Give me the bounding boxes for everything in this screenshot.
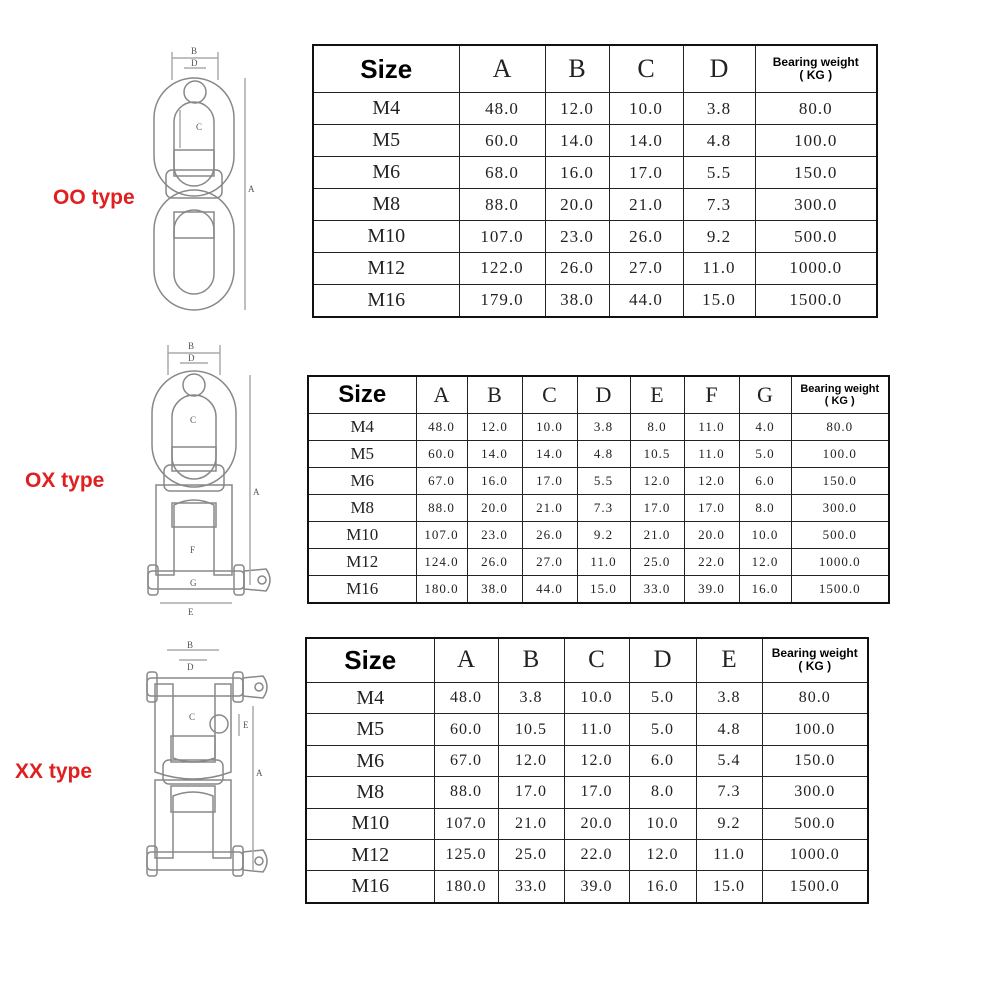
table-row [306, 714, 868, 745]
table-row [308, 575, 889, 603]
oo-swivel-diagram [140, 40, 260, 320]
table-row [306, 871, 868, 903]
table-row [313, 157, 877, 189]
dim-label-c: C [196, 122, 203, 132]
value-cell: 300.0 [791, 495, 889, 522]
value-cell: 88.0 [459, 189, 545, 221]
value-cell: 12.0 [739, 548, 791, 575]
value-cell: 44.0 [522, 575, 577, 603]
header-size: Size [313, 45, 459, 93]
bearing-weight-unit: ( KG ) [799, 68, 833, 83]
dim-label-d: D [188, 353, 195, 363]
value-cell: 25.0 [630, 548, 684, 575]
value-cell: 107.0 [434, 808, 498, 839]
size-cell: M5 [308, 441, 416, 468]
value-cell: 21.0 [522, 495, 577, 522]
table-row [313, 284, 877, 317]
value-cell: 12.0 [467, 414, 522, 441]
value-cell: 16.0 [739, 575, 791, 603]
value-cell: 10.5 [630, 441, 684, 468]
value-cell: 4.8 [577, 441, 630, 468]
dim-label-c: C [190, 415, 197, 425]
header-bearing-weight [762, 638, 868, 682]
value-cell: 100.0 [755, 125, 877, 157]
value-cell: 180.0 [434, 871, 498, 903]
value-cell: 38.0 [467, 575, 522, 603]
value-cell: 11.0 [683, 252, 755, 284]
dim-label-a: A [256, 768, 263, 778]
value-cell: 17.0 [564, 777, 629, 808]
spec-table-oo [312, 44, 878, 318]
size-cell: M8 [313, 189, 459, 221]
dim-label-d: D [187, 662, 194, 672]
value-cell: 179.0 [459, 284, 545, 317]
value-cell: 9.2 [683, 221, 755, 253]
header-c: C [522, 376, 577, 414]
size-cell: M6 [313, 157, 459, 189]
value-cell: 10.0 [609, 93, 683, 125]
value-cell: 60.0 [434, 714, 498, 745]
value-cell: 80.0 [755, 93, 877, 125]
table-row [306, 808, 868, 839]
value-cell: 3.8 [683, 93, 755, 125]
table-row [313, 189, 877, 221]
value-cell: 26.0 [467, 548, 522, 575]
value-cell: 27.0 [609, 252, 683, 284]
bearing-weight-label: Bearing weight [771, 646, 858, 661]
value-cell: 21.0 [630, 522, 684, 549]
value-cell: 7.3 [696, 777, 762, 808]
table-row [313, 252, 877, 284]
size-cell: M12 [313, 252, 459, 284]
table-body [306, 682, 868, 903]
value-cell: 12.0 [629, 840, 696, 871]
value-cell: 7.3 [683, 189, 755, 221]
value-cell: 26.0 [609, 221, 683, 253]
value-cell: 8.0 [629, 777, 696, 808]
spec-table-xx [305, 637, 869, 904]
value-cell: 1000.0 [762, 840, 868, 871]
value-cell: 15.0 [577, 575, 630, 603]
dim-label-f: F [190, 545, 196, 555]
header-d: D [577, 376, 630, 414]
header-a: A [416, 376, 467, 414]
value-cell: 6.0 [739, 468, 791, 495]
table-row [306, 682, 868, 713]
value-cell: 20.0 [684, 522, 739, 549]
header-d: D [629, 638, 696, 682]
value-cell: 1500.0 [762, 871, 868, 903]
type-label: OO type [53, 186, 135, 209]
value-cell: 67.0 [434, 745, 498, 776]
dim-label-g: G [190, 578, 197, 588]
table-row [313, 93, 877, 125]
header-a: A [434, 638, 498, 682]
value-cell: 48.0 [459, 93, 545, 125]
value-cell: 12.0 [564, 745, 629, 776]
value-cell: 11.0 [684, 414, 739, 441]
value-cell: 17.0 [684, 495, 739, 522]
value-cell: 20.0 [545, 189, 609, 221]
dim-label-d: D [191, 58, 198, 68]
value-cell: 300.0 [755, 189, 877, 221]
size-cell: M16 [313, 284, 459, 317]
size-cell: M4 [306, 682, 434, 713]
value-cell: 11.0 [564, 714, 629, 745]
size-cell: M12 [306, 840, 434, 871]
value-cell: 15.0 [683, 284, 755, 317]
value-cell: 17.0 [522, 468, 577, 495]
size-cell: M5 [313, 125, 459, 157]
value-cell: 150.0 [791, 468, 889, 495]
value-cell: 22.0 [564, 840, 629, 871]
header-e: E [630, 376, 684, 414]
value-cell: 5.4 [696, 745, 762, 776]
size-cell: M6 [308, 468, 416, 495]
value-cell: 5.5 [683, 157, 755, 189]
size-cell: M16 [308, 575, 416, 603]
value-cell: 10.5 [498, 714, 564, 745]
value-cell: 1500.0 [791, 575, 889, 603]
header-a: A [459, 45, 545, 93]
value-cell: 39.0 [684, 575, 739, 603]
value-cell: 88.0 [434, 777, 498, 808]
value-cell: 300.0 [762, 777, 868, 808]
table-row [306, 777, 868, 808]
value-cell: 20.0 [564, 808, 629, 839]
value-cell: 67.0 [416, 468, 467, 495]
dim-label-b: B [188, 341, 195, 351]
value-cell: 20.0 [467, 495, 522, 522]
value-cell: 16.0 [629, 871, 696, 903]
bearing-weight-unit: ( KG ) [798, 659, 832, 674]
header-g: G [739, 376, 791, 414]
value-cell: 150.0 [762, 745, 868, 776]
dim-label-b: B [187, 640, 194, 650]
bearing-weight-label: Bearing weight [800, 383, 880, 396]
value-cell: 10.0 [522, 414, 577, 441]
header-d: D [683, 45, 755, 93]
value-cell: 3.8 [498, 682, 564, 713]
value-cell: 68.0 [459, 157, 545, 189]
bearing-weight-label: Bearing weight [772, 55, 859, 69]
value-cell: 16.0 [467, 468, 522, 495]
size-cell: M12 [308, 548, 416, 575]
value-cell: 23.0 [545, 221, 609, 253]
value-cell: 500.0 [791, 522, 889, 549]
value-cell: 9.2 [696, 808, 762, 839]
size-cell: M4 [313, 93, 459, 125]
value-cell: 124.0 [416, 548, 467, 575]
value-cell: 5.5 [577, 468, 630, 495]
value-cell: 12.0 [684, 468, 739, 495]
spec-table-ox [307, 375, 890, 604]
value-cell: 10.0 [629, 808, 696, 839]
value-cell: 14.0 [522, 441, 577, 468]
value-cell: 100.0 [762, 714, 868, 745]
dim-label-a: A [253, 487, 260, 497]
type-label: OX type [25, 469, 105, 492]
value-cell: 14.0 [545, 125, 609, 157]
value-cell: 3.8 [577, 414, 630, 441]
value-cell: 150.0 [755, 157, 877, 189]
value-cell: 5.0 [629, 682, 696, 713]
value-cell: 27.0 [522, 548, 577, 575]
dim-label-c: C [189, 712, 196, 722]
table-row [313, 125, 877, 157]
type-label: XX type [15, 760, 93, 783]
value-cell: 48.0 [416, 414, 467, 441]
size-cell: M10 [306, 808, 434, 839]
bearing-weight-unit: ( KG ) [824, 395, 855, 408]
size-cell: M8 [308, 495, 416, 522]
value-cell: 23.0 [467, 522, 522, 549]
value-cell: 88.0 [416, 495, 467, 522]
value-cell: 15.0 [696, 871, 762, 903]
header-bearing-weight [755, 45, 877, 93]
value-cell: 4.0 [739, 414, 791, 441]
value-cell: 17.0 [609, 157, 683, 189]
table-body [308, 414, 889, 603]
value-cell: 100.0 [791, 441, 889, 468]
dim-label-e: E [188, 607, 194, 617]
value-cell: 39.0 [564, 871, 629, 903]
value-cell: 11.0 [696, 840, 762, 871]
value-cell: 12.0 [630, 468, 684, 495]
value-cell: 107.0 [459, 221, 545, 253]
header-f: F [684, 376, 739, 414]
value-cell: 38.0 [545, 284, 609, 317]
header-c: C [609, 45, 683, 93]
size-cell: M10 [313, 221, 459, 253]
value-cell: 6.0 [629, 745, 696, 776]
value-cell: 22.0 [684, 548, 739, 575]
table-row [306, 840, 868, 871]
value-cell: 5.0 [629, 714, 696, 745]
header-size: Size [308, 376, 416, 414]
table-row [308, 441, 889, 468]
value-cell: 60.0 [416, 441, 467, 468]
value-cell: 4.8 [683, 125, 755, 157]
value-cell: 12.0 [498, 745, 564, 776]
value-cell: 500.0 [762, 808, 868, 839]
header-b: B [498, 638, 564, 682]
header-b: B [467, 376, 522, 414]
table-row [306, 745, 868, 776]
value-cell: 80.0 [791, 414, 889, 441]
value-cell: 7.3 [577, 495, 630, 522]
value-cell: 12.0 [545, 93, 609, 125]
size-cell: M5 [306, 714, 434, 745]
ox-swivel-diagram [138, 335, 278, 625]
table-row [308, 414, 889, 441]
value-cell: 10.0 [739, 522, 791, 549]
value-cell: 33.0 [630, 575, 684, 603]
value-cell: 60.0 [459, 125, 545, 157]
value-cell: 44.0 [609, 284, 683, 317]
value-cell: 80.0 [762, 682, 868, 713]
table-row [313, 221, 877, 253]
header-b: B [545, 45, 609, 93]
value-cell: 180.0 [416, 575, 467, 603]
value-cell: 107.0 [416, 522, 467, 549]
table-row [308, 468, 889, 495]
dim-label-e: E [243, 720, 249, 730]
value-cell: 17.0 [630, 495, 684, 522]
xx-swivel-diagram [135, 640, 275, 890]
size-cell: M6 [306, 745, 434, 776]
table-row [308, 548, 889, 575]
value-cell: 500.0 [755, 221, 877, 253]
dim-label-b: B [191, 46, 198, 56]
value-cell: 21.0 [498, 808, 564, 839]
header-bearing-weight [791, 376, 889, 414]
value-cell: 25.0 [498, 840, 564, 871]
value-cell: 11.0 [577, 548, 630, 575]
value-cell: 17.0 [498, 777, 564, 808]
table-row [308, 522, 889, 549]
value-cell: 16.0 [545, 157, 609, 189]
value-cell: 1500.0 [755, 284, 877, 317]
value-cell: 122.0 [459, 252, 545, 284]
value-cell: 1000.0 [755, 252, 877, 284]
value-cell: 21.0 [609, 189, 683, 221]
value-cell: 26.0 [545, 252, 609, 284]
size-cell: M10 [308, 522, 416, 549]
value-cell: 1000.0 [791, 548, 889, 575]
value-cell: 5.0 [739, 441, 791, 468]
value-cell: 10.0 [564, 682, 629, 713]
value-cell: 9.2 [577, 522, 630, 549]
size-cell: M8 [306, 777, 434, 808]
size-cell: M4 [308, 414, 416, 441]
header-size: Size [306, 638, 434, 682]
table-body [313, 93, 877, 317]
value-cell: 11.0 [684, 441, 739, 468]
value-cell: 3.8 [696, 682, 762, 713]
header-c: C [564, 638, 629, 682]
value-cell: 14.0 [467, 441, 522, 468]
value-cell: 26.0 [522, 522, 577, 549]
dim-label-a: A [248, 184, 255, 194]
value-cell: 8.0 [739, 495, 791, 522]
value-cell: 8.0 [630, 414, 684, 441]
value-cell: 14.0 [609, 125, 683, 157]
value-cell: 33.0 [498, 871, 564, 903]
table-row [308, 495, 889, 522]
value-cell: 48.0 [434, 682, 498, 713]
size-cell: M16 [306, 871, 434, 903]
value-cell: 125.0 [434, 840, 498, 871]
header-e: E [696, 638, 762, 682]
value-cell: 4.8 [696, 714, 762, 745]
